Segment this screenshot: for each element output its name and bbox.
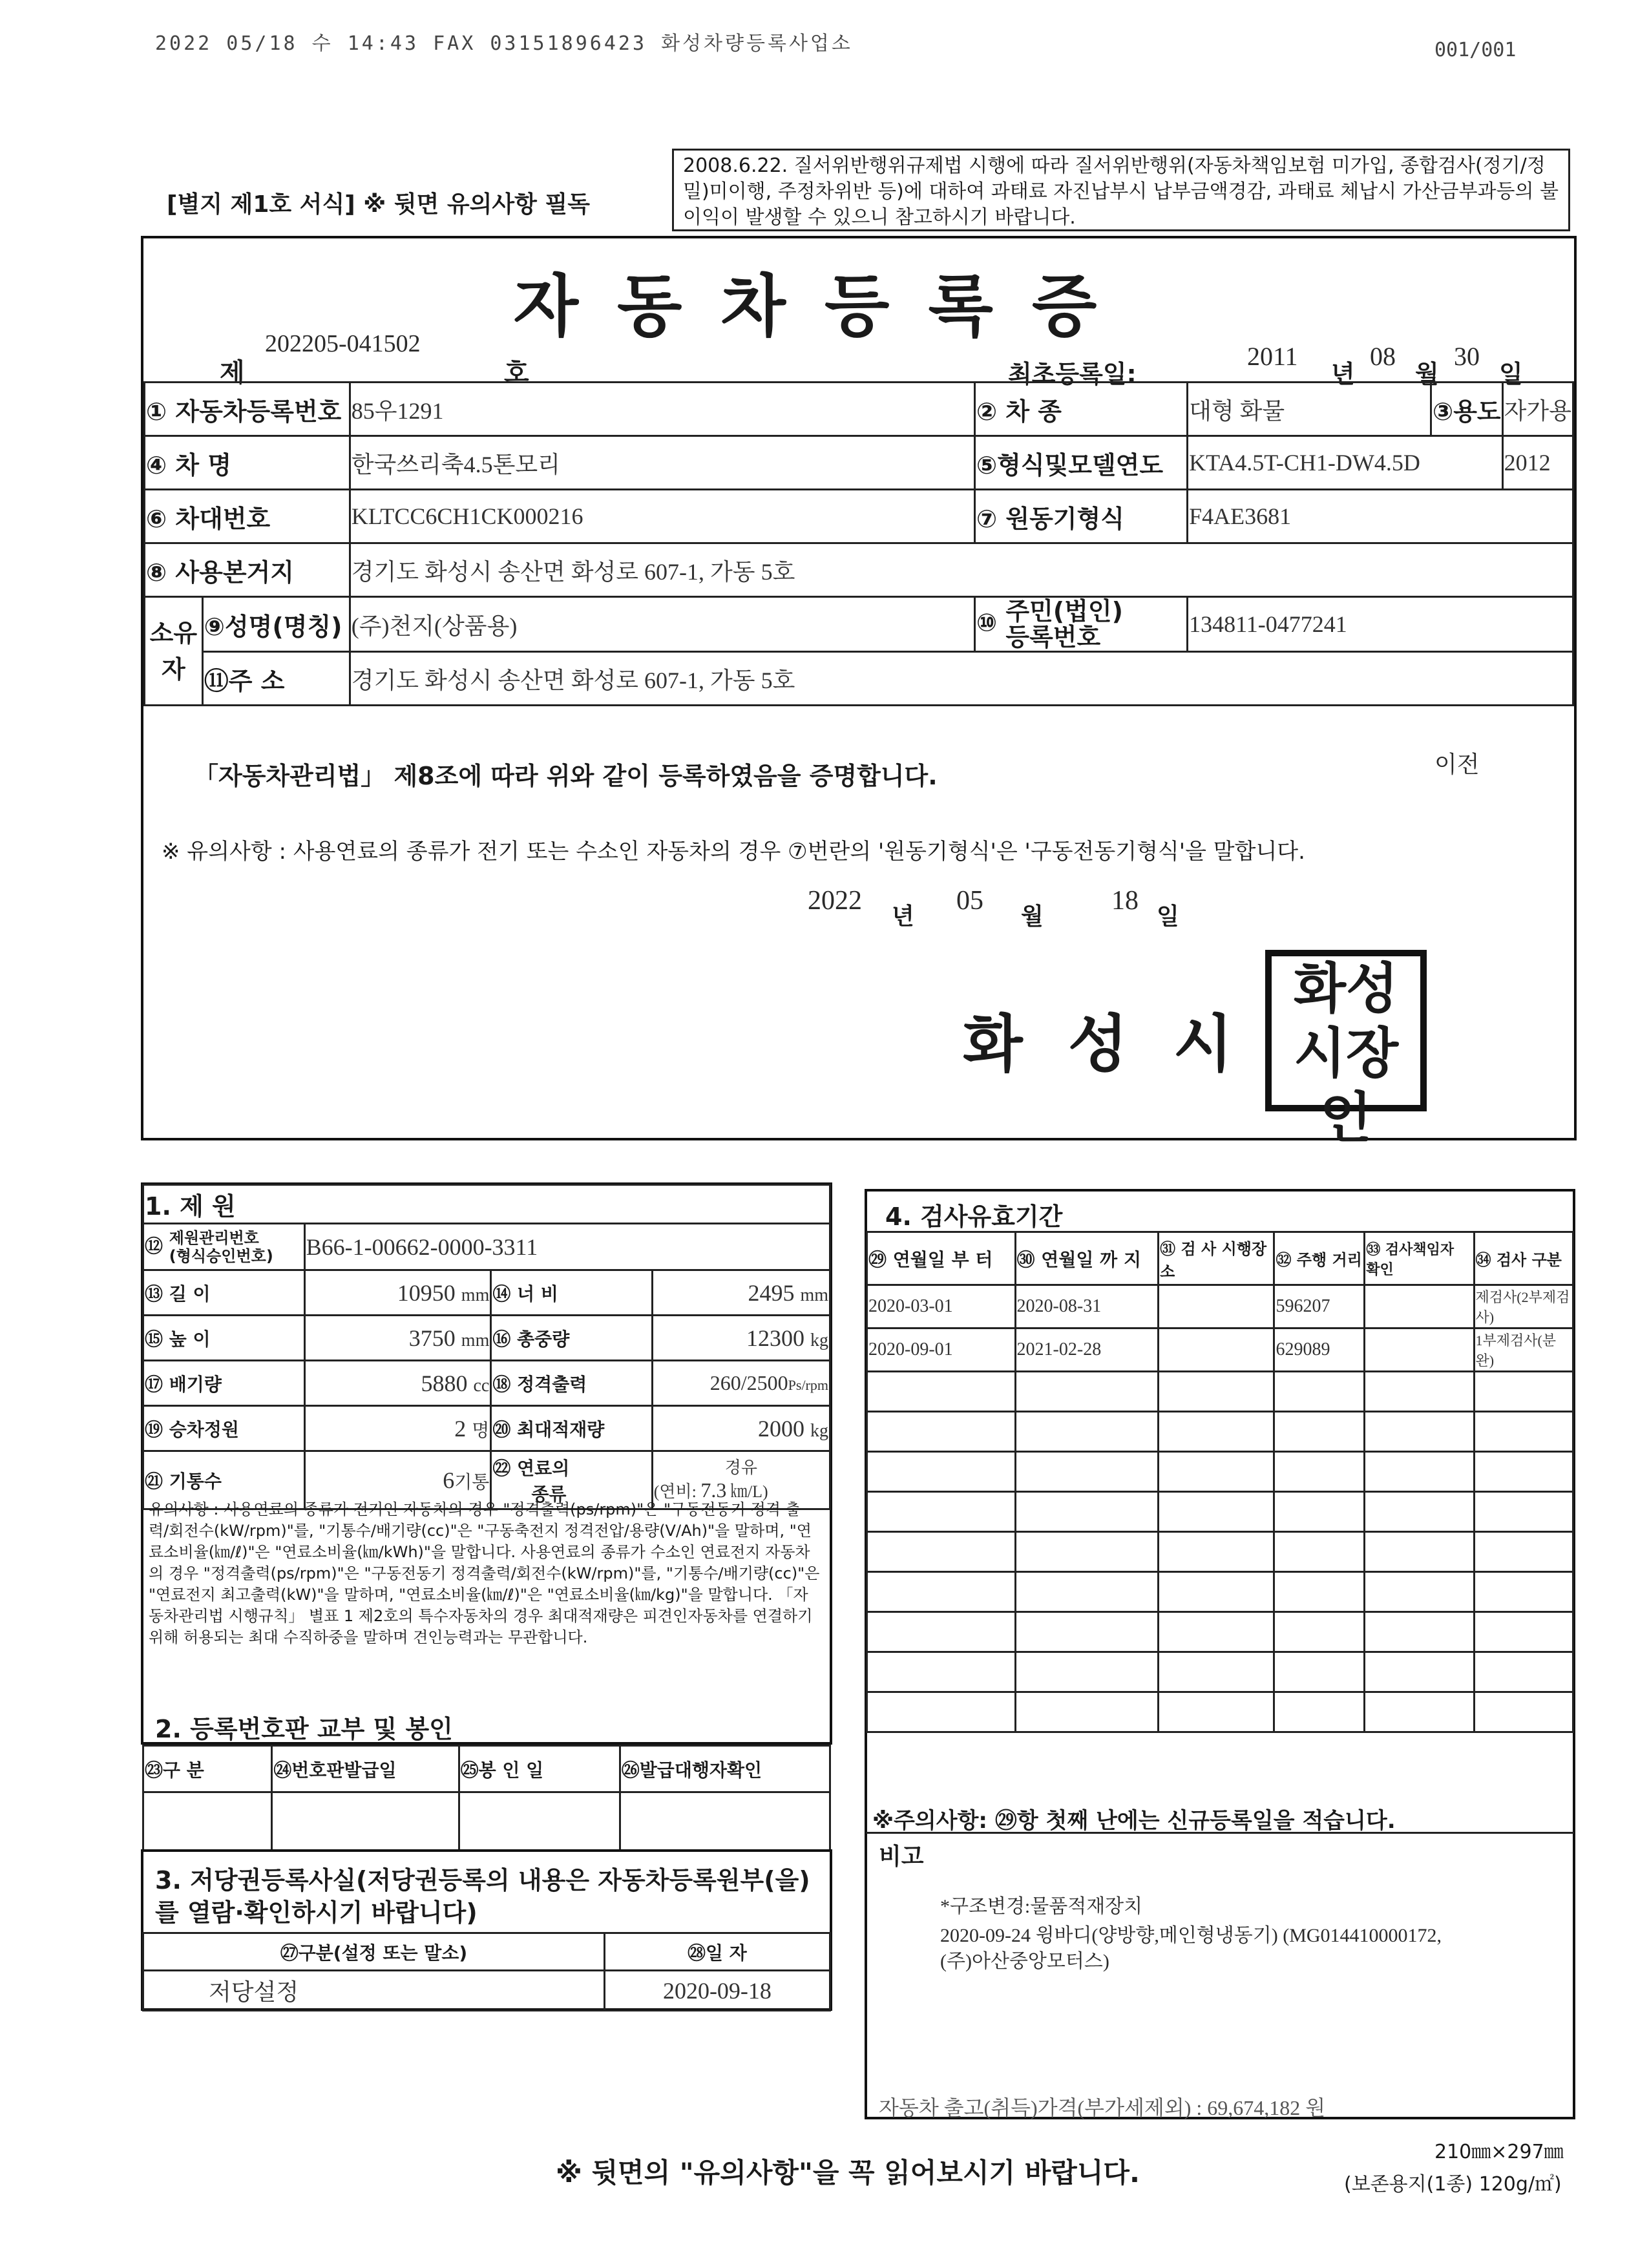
remarks-line3: (주)아산중앙모터스): [940, 1951, 1109, 1972]
reg-number: 202205-041502: [265, 330, 421, 357]
f4-value: 한국쓰리축4.5톤모리: [350, 436, 974, 490]
insp-place: [1159, 1285, 1274, 1328]
transfer-mark: 이전: [1434, 751, 1480, 777]
cyl-label: ㉑ 기통수: [143, 1451, 305, 1509]
f8-label: ⑧ 사용본거지: [145, 543, 350, 597]
reg-suffix: 호: [504, 358, 529, 388]
disp-label: ⑰ 배기량: [143, 1361, 305, 1406]
document-title: 자동차등록증: [513, 266, 1136, 346]
insp-h-check: ㉝ 검사책임자 확인: [1365, 1232, 1474, 1285]
insp-check: [1365, 1285, 1474, 1328]
f5-value: KTA4.5T-CH1-DW4.5D: [1188, 436, 1503, 490]
remarks-line1: *구조변경:물품적재장치: [940, 1896, 1143, 1917]
lien-h1: ㉗구분(설정 또는 말소): [143, 1933, 605, 1971]
f8-value: 경기도 화성시 송산면 화성로 607-1, 가동 5호: [350, 543, 1573, 597]
f11-value: 경기도 화성시 송산면 화성로 607-1, 가동 5호: [350, 652, 1573, 706]
f10-label-1: 주민(법인): [1005, 597, 1123, 625]
seat-label: ⑲ 승차정원: [143, 1406, 305, 1451]
insp-h-to: ㉚ 연월일 까 지: [1015, 1232, 1159, 1285]
height-label: ⑮ 높 이: [143, 1316, 305, 1361]
power-unit: Ps/rpm: [788, 1377, 828, 1393]
f10-label-2: 등록번호: [1005, 623, 1101, 651]
footer-note: ※ 뒷면의 "유의사항"을 꼭 읽어보시기 바랍니다.: [556, 2157, 1140, 2189]
f10-num: ⑩: [976, 608, 998, 637]
f4-label: ④ 차 명: [145, 436, 350, 490]
insp-h-from: ㉙ 연월일 부 터: [867, 1232, 1016, 1285]
seal-text: 화성시장인: [1293, 956, 1399, 1150]
plate-heading: 2. 등록번호판 교부 및 봉인: [155, 1715, 453, 1743]
f5-year: 2012: [1502, 436, 1573, 490]
caution-text: ※ 유의사항 : 사용연료의 종류가 전기 또는 수소인 자동차의 경우 ⑦번란의 '원동기형식'은 '구동전동기형식'을 말합니다.: [162, 839, 1305, 865]
insp-type: 1부제검사(분완): [1474, 1328, 1573, 1372]
first-reg-d: 일: [1499, 360, 1523, 388]
spec-num: ⑫: [145, 1235, 163, 1257]
fuel-label-1: ㉒ 연료의: [492, 1457, 570, 1479]
f7-label: ⑦ 원동기형식: [974, 490, 1187, 543]
f1-value: 85우1291: [350, 383, 974, 436]
issue-day: 18: [1111, 886, 1139, 916]
lien-heading: 3. 저당권등록사실(저당권등록의 내용은 자동차등록원부(을)를 열람·확인하시기 바랍니다): [155, 1866, 810, 1927]
first-reg-year: 2011: [1247, 342, 1298, 371]
load-unit: kg: [810, 1420, 828, 1441]
cyl-unit: 기통: [454, 1472, 490, 1493]
lien-h2: ㉘일 자: [604, 1933, 830, 1971]
issue-y: 년: [892, 903, 914, 930]
form-label: [별지 제1호 서식] ※ 뒷면 유의사항 필독: [167, 191, 591, 218]
insp-km: 629089: [1274, 1328, 1365, 1372]
f5-label: ⑤형식및모델연도: [974, 436, 1187, 490]
insp-h-type: ㉞ 검사 구분: [1474, 1232, 1573, 1285]
insp-h-place: ㉛ 검 사 시행장소: [1159, 1232, 1274, 1285]
insp-place: [1159, 1328, 1274, 1372]
load-value: 2000: [758, 1415, 804, 1442]
plate-h2: ㉔번호판발급일: [272, 1746, 459, 1792]
issue-d: 일: [1157, 903, 1179, 930]
remarks-line2: 2020-09-24 윙바디(양방향,메인형냉동기) (MG014410000172,: [940, 1925, 1442, 1946]
height-value: 3750: [408, 1325, 456, 1351]
f6-label: ⑥ 차대번호: [145, 490, 350, 543]
f11-label: ⑪주 소: [202, 652, 350, 706]
inspection-row: [867, 1285, 1573, 1328]
eff-label: (연비:: [653, 1482, 697, 1501]
first-reg-day: 30: [1454, 342, 1480, 371]
height-unit: mm: [461, 1330, 490, 1350]
issue-m: 월: [1021, 903, 1044, 930]
issue-month: 05: [956, 886, 983, 916]
plate-h1: ㉓구 분: [143, 1746, 272, 1792]
f9-label: ⑨성명(명칭): [202, 597, 350, 652]
insp-type: 제검사(2부제검사): [1474, 1285, 1573, 1328]
inspection-heading: 4. 검사유효기간: [885, 1202, 1063, 1231]
first-reg-label: 최초등록일:: [1008, 360, 1137, 388]
insp-km: 596207: [1274, 1285, 1365, 1328]
notice-box: 2008.6.22. 질서위반행위규제법 시행에 따라 질서위반행위(자동차책임보험 미가입, 종합검사(정기/정밀)미이행, 주정차위반 등)에 대하여 과태료 자진납부시 납부금액경감, 과태료 체납시 가산금부과등의 불이익이 발생할 수 있으니 참고하시기 바랍니다.: [672, 149, 1570, 231]
spec-label-1: 제원관리번호: [169, 1228, 259, 1247]
load-label: ⑳ 최대적재량: [491, 1406, 652, 1451]
gvw-unit: kg: [810, 1330, 828, 1350]
issuer-name: 화성시: [963, 1007, 1279, 1080]
first-reg-month: 08: [1370, 342, 1396, 371]
f6-value: KLTCC6CH1CK000216: [350, 490, 974, 543]
width-label: ⑭ 너 비: [491, 1270, 652, 1316]
f2-value: 대형 화물: [1188, 383, 1431, 436]
certify-text: 「자동차관리법」 제8조에 따라 위와 같이 등록하였음을 증명합니다.: [194, 762, 938, 790]
fuel-value: 경유: [724, 1458, 757, 1477]
plate-h4: ㉖발급대행자확인: [620, 1746, 830, 1792]
insp-h-km: ㉜ 주행 거리: [1274, 1232, 1365, 1285]
power-label: ⑱ 정격출력: [491, 1361, 652, 1406]
eff-value: 7.3: [700, 1478, 727, 1502]
insp-from: 2020-09-01: [867, 1328, 1016, 1372]
insp-to: 2021-02-28: [1015, 1328, 1159, 1372]
insp-check: [1365, 1328, 1474, 1372]
lien-row-date: 2020-09-18: [604, 1971, 830, 2011]
inspection-row: [867, 1328, 1573, 1372]
f1-label: ① 자동차등록번호: [145, 383, 350, 436]
first-reg-m: 월: [1415, 360, 1439, 388]
seat-value: 2: [454, 1415, 467, 1442]
plate-h3: ㉕봉 인 일: [459, 1746, 620, 1792]
length-value: 10950: [397, 1279, 456, 1306]
spec-label-2: (형식승인번호): [169, 1246, 273, 1265]
width-value: 2495: [748, 1279, 795, 1306]
vehicle-fields-table: [143, 381, 1574, 706]
spec-heading: 1. 제 원: [143, 1185, 830, 1224]
remarks-caution: ※주의사항: ㉙항 첫째 난에는 신규등록일을 적습니다.: [872, 1808, 1396, 1834]
inspection-table: [866, 1231, 1574, 1733]
remarks-divider: [866, 1832, 1574, 1834]
cyl-value: 6: [443, 1467, 455, 1493]
disp-value: 5880: [421, 1370, 468, 1396]
plate-table: [142, 1745, 831, 1851]
power-value: 260/2500: [709, 1371, 788, 1394]
f3-value: 자가용: [1502, 383, 1573, 436]
lien-table: [142, 1932, 831, 2011]
f2-label: ② 차 종: [974, 383, 1187, 436]
remarks-label: 비고: [879, 1843, 924, 1870]
gvw-label: ⑯ 총중량: [491, 1316, 652, 1361]
fuel-label-2: 종류: [531, 1483, 567, 1505]
f3-label: ③용도: [1431, 383, 1503, 436]
f10-value: 134811-0477241: [1188, 597, 1573, 652]
spec-note: 유의사항 : 사용연료의 종류가 전기인 자동차의 경우 "정격출력(ps/rpm)"은 "구동전동기 정격 출력/회전수(kW/rpm)"를, "기통수/배기량(cc)"은 "구동축전지 정격전압/용량(V/Ah)"을 말하며, "연료소비율(㎞/ℓ)"은 "연료소비율(㎞/kWh)"을 말합니다. 사용연료의 종류가 수소인 연료전지 자동차의 경우 "정격출력(ps/rpm)"은 "구동전동기 정격출력/회전수(kW/rpm)"를, "기통수/배기량(cc)"은 "연료전지 최고출력(kW)"을 말하며, "연료소비율(㎞/ℓ)"은 "연료소비율(㎞/kg)"을 말합니다. 「자동차관리법 시행규칙」 별표 1 제2호의 특수자동차의 경우 최대적재량은 피견인자동차를 연결하기 위해 허용되는 최대 수직하중을 말하며 견인능력과는 무관합니다.: [149, 1500, 820, 1646]
length-unit: mm: [461, 1285, 490, 1305]
spec-mgmt-number: B66-1-00662-0000-3311: [304, 1224, 830, 1270]
f9-value: (주)천지(상품용): [350, 597, 974, 652]
seat-unit: 명: [472, 1420, 490, 1441]
fax-page-number: 001/001: [1434, 39, 1517, 61]
f7-value: F4AE3681: [1188, 490, 1573, 543]
first-reg-y: 년: [1331, 360, 1355, 388]
length-label: ⑬ 길 이: [143, 1270, 305, 1316]
footer-paper: (보존용지(1종) 120g/㎡): [1344, 2173, 1562, 2196]
lien-row-type: 저당설정: [143, 1971, 605, 2011]
official-seal: [1265, 950, 1427, 1150]
reg-prefix: 제: [220, 358, 245, 388]
width-unit: mm: [800, 1285, 828, 1305]
insp-to: 2020-08-31: [1015, 1285, 1159, 1328]
insp-from: 2020-03-01: [867, 1285, 1016, 1328]
issue-year: 2022: [808, 886, 862, 916]
owner-label: 소유자: [145, 597, 203, 706]
spec-table: [142, 1184, 831, 1510]
remarks-price: 자동차 출고(취득)가격(부가세제외) : 69,674,182 원: [879, 2096, 1326, 2119]
footer-size: 210㎜×297㎜: [1434, 2141, 1564, 2163]
disp-unit: cc: [473, 1375, 490, 1396]
gvw-value: 12300: [746, 1325, 804, 1351]
fax-header-line: 2022 05/18 수 14:43 FAX 03151896423 화성차량등록사업소: [155, 32, 853, 55]
eff-unit: ㎞/L): [730, 1482, 768, 1501]
